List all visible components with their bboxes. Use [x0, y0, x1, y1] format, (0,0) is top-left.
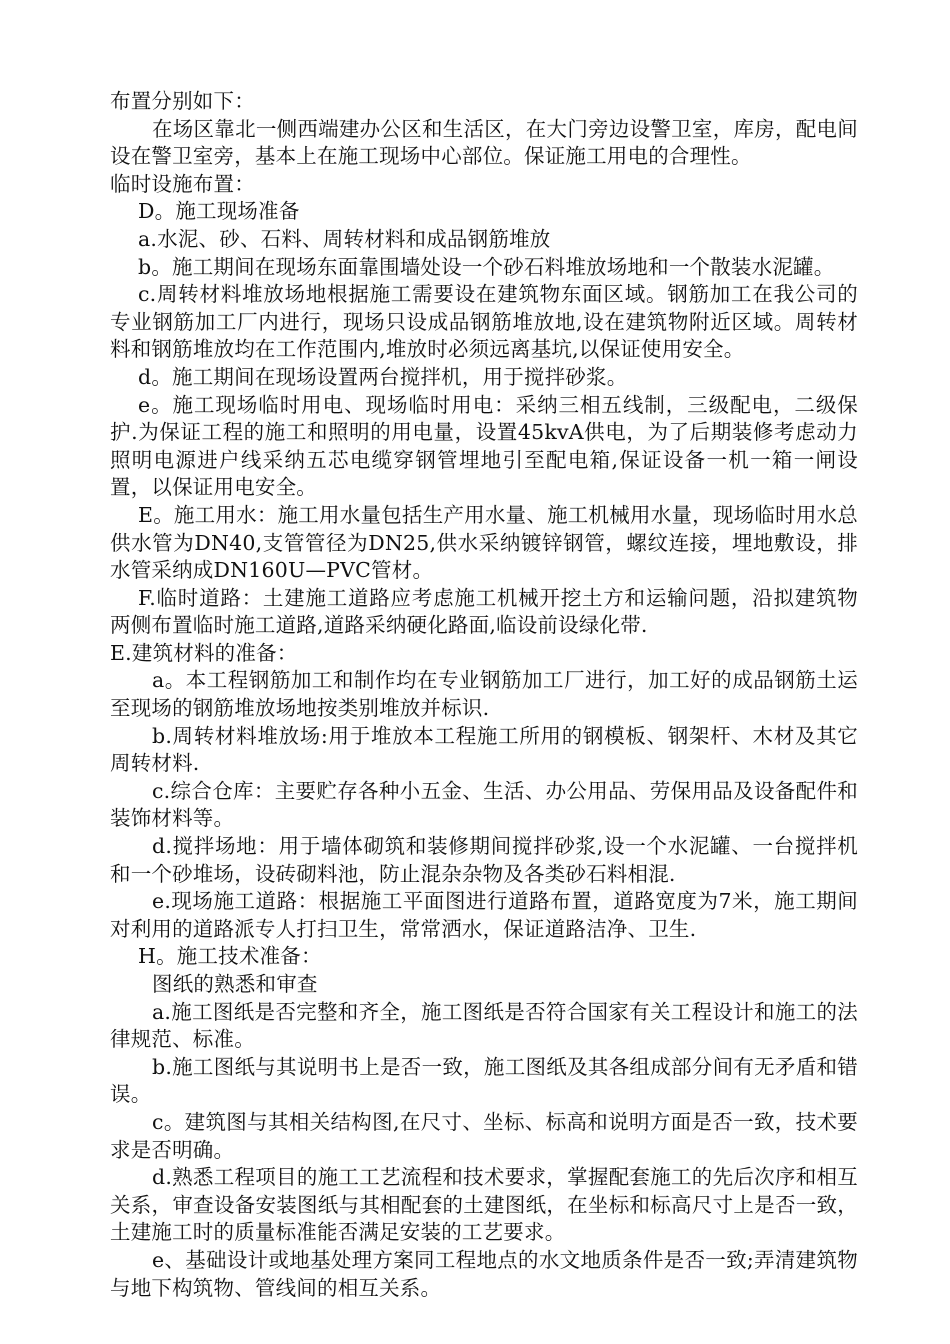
section-heading: H。施工技术准备：: [138, 944, 322, 969]
paragraph: b。施工期间在现场东面靠围墙处设一个砂石料堆放场地和一个散装水泥罐。: [138, 254, 835, 279]
paragraph: D。施工现场准备: [138, 199, 300, 224]
paragraph: a.施工图纸是否完整和齐全，施工图纸是否符合国家有关工程设计和施工的法律规范、标准。: [110, 999, 858, 1052]
paragraph: E。施工用水：施工用水量包括生产用水量、施工机械用水量，现场临时用水总供水管为DN40,支管管径为DN25,供水采纳镀锌钢管，螺纹连接，埋地敷设，排水管采纳成DN160U—PVC管材。: [110, 502, 858, 583]
document-body: [110, 88, 858, 1302]
paragraph: 图纸的熟悉和审查: [152, 972, 318, 996]
paragraph: a。本工程钢筋加工和制作均在专业钢筋加工厂进行，加工好的成品钢筋土运至现场的钢筋堆放场地按类别堆放并标识.: [110, 668, 858, 721]
paragraph: F.临时道路：土建施工道路应考虑施工机械开挖土方和运输问题，沿拟建筑物两侧布置临时施工道路,道路采纳硬化路面,临设前设绿化带.: [110, 585, 858, 638]
paragraph: e、基础设计或地基处理方案同工程地点的水文地质条件是否一致;弄清建筑物与地下构筑物、管线间的相互关系。: [110, 1247, 858, 1300]
paragraph: c.周转材料堆放场地根据施工需要设在建筑物东面区域。钢筋加工在我公司的专业钢筋加工厂内进行，现场只设成品钢筋堆放地,设在建筑物附近区域。周转材料和钢筋堆放均在工作范围内,堆放时必须远离基坑,以保证使用安全。: [110, 282, 858, 362]
section-heading: E.建筑材料的准备：: [110, 640, 298, 665]
paragraph: b.周转材料堆放场:用于堆放本工程施工所用的钢模板、钢架杆、木材及其它周转材料.: [110, 723, 858, 776]
paragraph: c.综合仓库：主要贮存各种小五金、生活、办公用品、劳保用品及设备配件和装饰材料等。: [110, 778, 858, 831]
paragraph: e.现场施工道路：根据施工平面图进行道路布置，道路宽度为7米，施工期间对利用的道路派专人打扫卫生，常常洒水，保证道路洁净、卫生.: [110, 889, 858, 941]
paragraph: 在场区靠北一侧西端建办公区和生活区，在大门旁边设警卫室，库房，配电间设在警卫室旁，基本上在施工现场中心部位。保证施工用电的合理性。: [110, 116, 858, 169]
paragraph: d.搅拌场地：用于墙体砌筑和装修期间搅拌砂浆,设一个水泥罐、一台搅拌机和一个砂堆场，设砖砌料池，防止混杂杂物及各类砂石料相混.: [110, 834, 858, 886]
paragraph: 布置分别如下：: [110, 89, 255, 113]
paragraph: b.施工图纸与其说明书上是否一致，施工图纸及其各组成部分间有无矛盾和错误。: [110, 1054, 858, 1107]
paragraph: e。施工现场临时用电、现场临时用电：采纳三相五线制，三级配电，二级保护.为保证工程的施工和照明的用电量，设置45kvA供电，为了后期装修考虑动力照明电源进户线采纳五芯电缆穿钢管埋地引至配电箱,保证设备一机一箱一闸设置，以保证用电安全。: [110, 392, 858, 500]
paragraph: d。施工期间在现场设置两台搅拌机，用于搅拌砂浆。: [138, 364, 628, 389]
paragraph: c。建筑图与其相关结构图,在尺寸、坐标、标高和说明方面是否一致，技术要求是否明确。: [110, 1109, 858, 1162]
paragraph: 临时设施布置：: [110, 171, 255, 196]
paragraph: d.熟悉工程项目的施工工艺流程和技术要求，掌握配套施工的先后次序和相互关系，审查设备安装图纸与其相配套的土建图纸，在坐标和标高尺寸上是否一致，土建施工时的质量标准能否满足安装的工艺要求。: [110, 1165, 858, 1245]
paragraph: a.水泥、砂、石料、周转材料和成品钢筋堆放: [138, 226, 551, 251]
